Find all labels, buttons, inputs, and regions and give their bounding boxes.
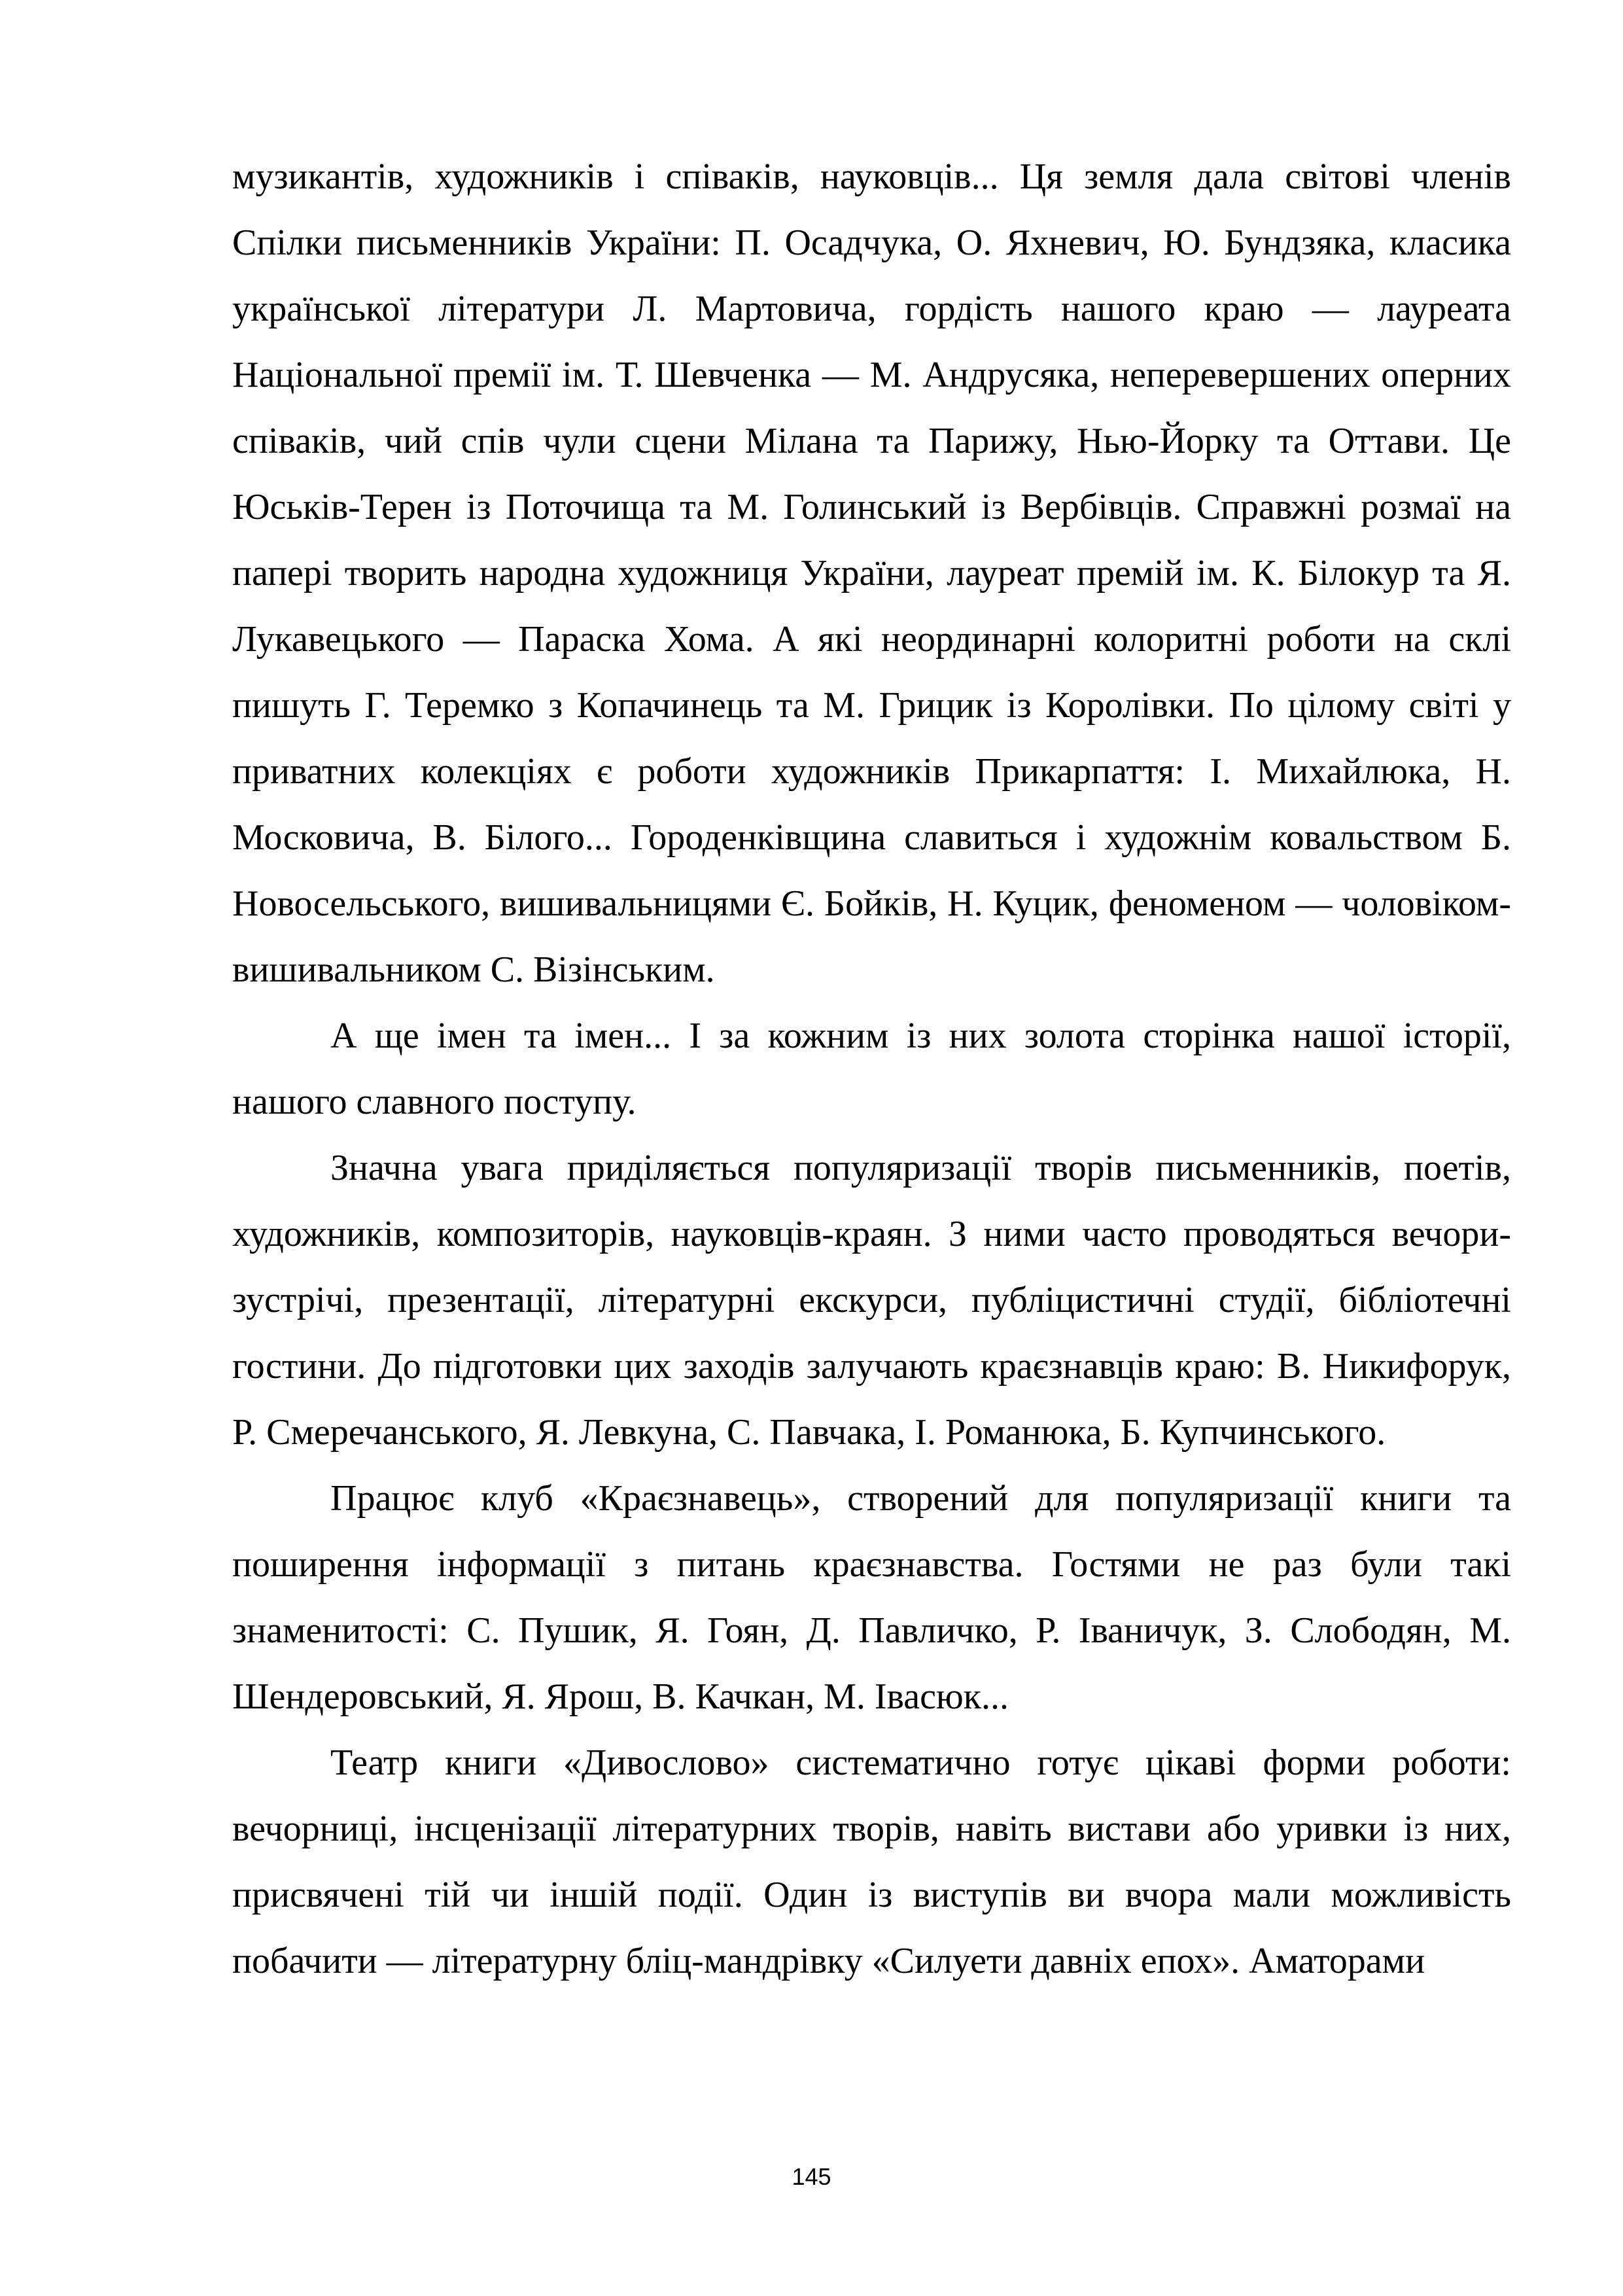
page-body xyxy=(232,144,1511,1994)
page-number: 145 xyxy=(792,2163,831,2190)
paragraph-4: Працює клуб «Краєзнавець», створений для популяризації книги та поширення інформації з питань краєзнавства. Гостями не раз були такі знаменитості: С. Пушик, Я. Гоян, Д. Павличко, Р. Іваничук, З. Слободян, М. Шендеровський, Я. Ярош, В. Качкан, М. Івасюк... xyxy=(232,1478,1511,1717)
paragraph-5: Театр книги «Дивослово» систематично готує цікаві форми роботи: вечорниці, інсценізації літературних творів, навіть вистави або уривки із них, присвячені тій чи іншій події. Один із виступів ви вчора мали можливість побачити — літературну бліц-мандрівку «Силуети давніх епох». Аматорами xyxy=(232,1742,1511,1981)
paragraph-1: музикантів, художників і співаків, науковців... Ця земля дала світові членів Спілки письменників України: П. Осадчука, О. Яхневич, Ю. Бундзяка, класика української літератури Л. Мартовича, гордість нашого краю — лауреата Національної премії ім. Т. Шевченка — М. Андрусяка, неперевершених оперних співаків, чий спів чули сцени Мілана та Парижу, Нью-Йорку та Оттави. Це Юськів-Терен із Поточища та М. Голинський із Вербівців. Справжні розмаї на папері творить народна художниця України, лауреат премій ім. К. Білокур та Я. Лукавецького — Параска Хома. А які неординарні колоритні роботи на склі пишуть Г. Теремко з Копачинець та М. Грицик із Королівки. По цілому світі у приватних колекціях є роботи художників Прикарпаття: І. Михайлюка, Н. Московича, В. Білого... Городенківщина славиться і художнім ковальством Б. Новосельського, вишивальницями Є. Бойків, Н. Куцик, феноменом — чоловіком-вишивальником С. Візінським. xyxy=(232,156,1511,990)
paragraph-3: Значна увага приділяється популяризації творів письменників, поетів, художників, композиторів, науковців-краян. З ними часто проводяться вечори-зустрічі, презентації, літературні екскурси, публіцистичні студії, бібліотечні гостини. До підготовки цих заходів залучають краєзнавців краю: В. Никифорук, Р. Смеречанського, Я. Левкуна, С. Павчака, І. Романюка, Б. Купчинського. xyxy=(232,1148,1511,1453)
paragraph-2: А ще імен та імен... І за кожним із них золота сторінка нашої історії, нашого славного поступу. xyxy=(232,1016,1511,1122)
